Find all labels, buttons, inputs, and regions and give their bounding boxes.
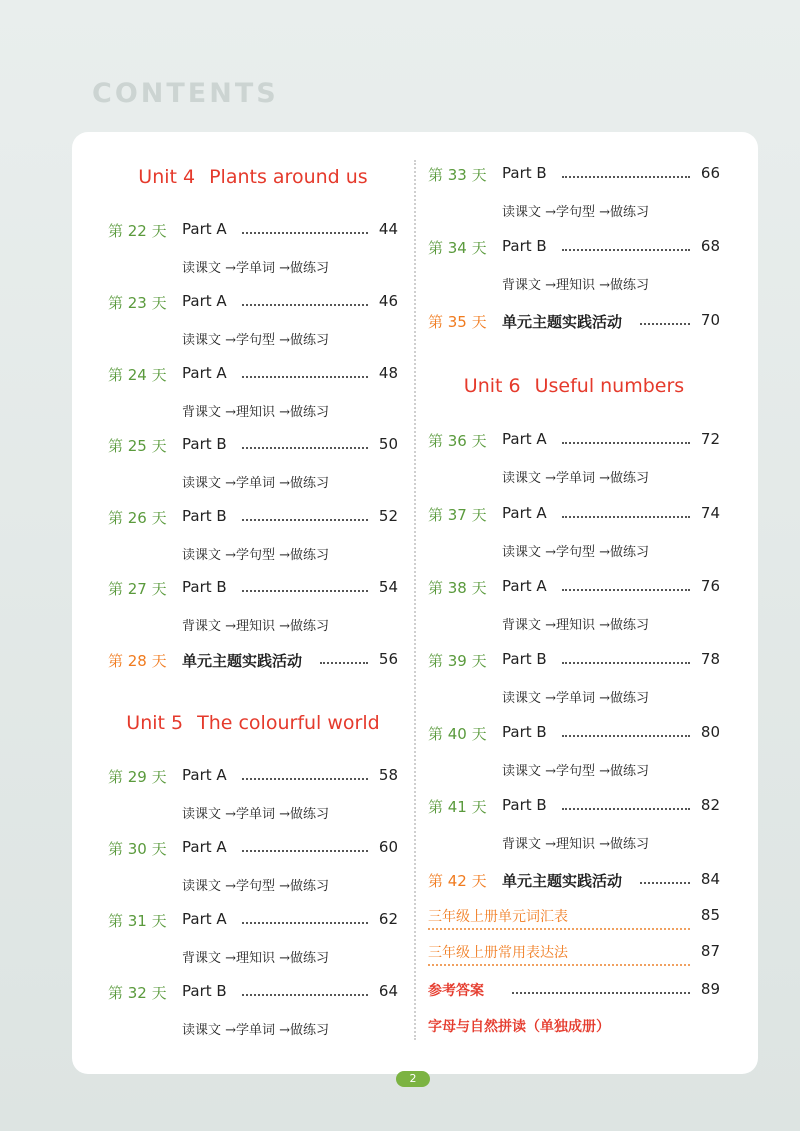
unit-name: The colourful world bbox=[197, 712, 380, 734]
dot-leader bbox=[242, 376, 368, 378]
unit-6-title bbox=[428, 375, 720, 397]
dot-leader bbox=[562, 808, 690, 810]
day-label: 第 40 天 bbox=[428, 725, 487, 743]
toc-entry-day-34[interactable] bbox=[428, 237, 720, 265]
dot-leader bbox=[242, 519, 368, 521]
dot-leader bbox=[242, 232, 368, 234]
unit-number: Unit 6 bbox=[463, 375, 521, 397]
page-number: 89 bbox=[700, 980, 720, 998]
page-number-badge: 2 bbox=[396, 1071, 430, 1087]
study-steps: 背课文 →理知识 →做练习 bbox=[182, 951, 330, 966]
part-label: Part A bbox=[182, 766, 227, 784]
dot-leader bbox=[640, 323, 690, 325]
page-number: 46 bbox=[378, 292, 398, 310]
day-label: 第 32 天 bbox=[108, 984, 167, 1002]
dot-leader bbox=[562, 442, 690, 444]
day-label: 第 42 天 bbox=[428, 872, 487, 890]
part-label: Part B bbox=[502, 237, 547, 255]
dot-leader bbox=[242, 447, 368, 449]
part-label: Part B bbox=[502, 164, 547, 182]
study-steps: 读课文 →学句型 →做练习 bbox=[502, 205, 650, 220]
day-label: 第 39 天 bbox=[428, 652, 487, 670]
extra-label: 字母与自然拼读（单独成册） bbox=[428, 1019, 610, 1035]
day-label: 第 33 天 bbox=[428, 166, 487, 184]
study-steps: 读课文 →学单词 →做练习 bbox=[502, 471, 650, 486]
dot-leader bbox=[242, 778, 368, 780]
toc-entry-day-35[interactable] bbox=[428, 311, 720, 339]
study-steps: 读课文 →学句型 →做练习 bbox=[182, 879, 330, 894]
toc-entry-answer-key[interactable] bbox=[428, 980, 720, 1008]
study-steps: 读课文 →学句型 →做练习 bbox=[182, 548, 330, 563]
dot-leader bbox=[242, 850, 368, 852]
unit-number: Unit 4 bbox=[138, 166, 196, 188]
page-number: 60 bbox=[378, 838, 398, 856]
toc-entry-day-30[interactable] bbox=[108, 838, 398, 866]
part-label: Part A bbox=[502, 504, 547, 522]
page-number: 70 bbox=[700, 311, 720, 329]
study-steps: 背课文 →理知识 →做练习 bbox=[502, 278, 650, 293]
page-number: 85 bbox=[700, 906, 720, 924]
toc-entry-day-40[interactable] bbox=[428, 723, 720, 751]
day-label: 第 31 天 bbox=[108, 912, 167, 930]
dot-leader bbox=[562, 735, 690, 737]
toc-entry-vocabulary-list[interactable] bbox=[428, 906, 720, 934]
page-number: 80 bbox=[700, 723, 720, 741]
dot-leader bbox=[242, 590, 368, 592]
day-label: 第 28 天 bbox=[108, 652, 167, 670]
study-steps: 读课文 →学单词 →做练习 bbox=[502, 691, 650, 706]
part-label: Part B bbox=[502, 650, 547, 668]
day-label: 第 27 天 bbox=[108, 580, 167, 598]
unit-4-title bbox=[108, 166, 398, 188]
toc-entry-day-28[interactable] bbox=[108, 650, 398, 678]
dot-leader bbox=[562, 589, 690, 591]
page-number: 48 bbox=[378, 364, 398, 382]
part-label: Part A bbox=[182, 910, 227, 928]
unit-name: Plants around us bbox=[209, 166, 368, 188]
study-steps: 读课文 →学句型 →做练习 bbox=[182, 333, 330, 348]
study-steps: 读课文 →学句型 →做练习 bbox=[502, 545, 650, 560]
dot-leader bbox=[242, 304, 368, 306]
part-label: Part A bbox=[502, 430, 547, 448]
day-label: 第 30 天 bbox=[108, 840, 167, 858]
page-number: 82 bbox=[700, 796, 720, 814]
part-label: Part B bbox=[502, 723, 547, 741]
part-label: Part B bbox=[182, 578, 227, 596]
dot-leader bbox=[562, 176, 690, 178]
toc-entry-day-42[interactable] bbox=[428, 870, 720, 898]
part-label: Part A bbox=[182, 220, 227, 238]
day-label: 第 29 天 bbox=[108, 768, 167, 786]
toc-entry-day-22[interactable] bbox=[108, 220, 398, 248]
page-number: 52 bbox=[378, 507, 398, 525]
toc-entry-day-26[interactable] bbox=[108, 507, 398, 535]
dot-leader bbox=[640, 882, 690, 884]
day-label: 第 24 天 bbox=[108, 366, 167, 384]
toc-entry-phonics-booklet[interactable] bbox=[428, 1016, 720, 1044]
page-number: 76 bbox=[700, 577, 720, 595]
underline-dots bbox=[428, 928, 690, 930]
toc-entry-day-38[interactable] bbox=[428, 577, 720, 605]
study-steps: 读课文 →学单词 →做练习 bbox=[182, 1023, 330, 1038]
underline-dots bbox=[428, 964, 690, 966]
part-label: Part A bbox=[502, 577, 547, 595]
toc-entry-day-31[interactable] bbox=[108, 910, 398, 938]
study-steps: 背课文 →理知识 →做练习 bbox=[182, 405, 330, 420]
dot-leader bbox=[562, 249, 690, 251]
day-label: 第 34 天 bbox=[428, 239, 487, 257]
dot-leader bbox=[562, 662, 690, 664]
column-divider bbox=[414, 160, 416, 1040]
study-steps: 读课文 →学句型 →做练习 bbox=[502, 764, 650, 779]
study-steps: 背课文 →理知识 →做练习 bbox=[502, 837, 650, 852]
extra-label: 三年级上册单元词汇表 bbox=[428, 909, 568, 925]
day-label: 第 35 天 bbox=[428, 313, 487, 331]
part-label: 单元主题实践活动 bbox=[502, 872, 623, 890]
part-label: Part A bbox=[182, 292, 227, 310]
page-number: 74 bbox=[700, 504, 720, 522]
toc-entry-day-25[interactable] bbox=[108, 435, 398, 463]
page-number: 56 bbox=[378, 650, 398, 668]
part-label: 单元主题实践活动 bbox=[502, 313, 623, 331]
day-label: 第 23 天 bbox=[108, 294, 167, 312]
page-number: 54 bbox=[378, 578, 398, 596]
page-number: 62 bbox=[378, 910, 398, 928]
page-number: 87 bbox=[700, 942, 720, 960]
unit-5-title bbox=[108, 712, 398, 734]
part-label: 单元主题实践活动 bbox=[182, 652, 303, 670]
study-steps: 背课文 →理知识 →做练习 bbox=[182, 619, 330, 634]
study-steps: 读课文 →学单词 →做练习 bbox=[182, 261, 330, 276]
part-label: Part A bbox=[182, 364, 227, 382]
page-number: 66 bbox=[700, 164, 720, 182]
toc-entry-day-39[interactable] bbox=[428, 650, 720, 678]
part-label: Part B bbox=[182, 982, 227, 1000]
toc-entry-day-23[interactable] bbox=[108, 292, 398, 320]
toc-entry-day-36[interactable] bbox=[428, 430, 720, 458]
day-label: 第 36 天 bbox=[428, 432, 487, 450]
unit-name: Useful numbers bbox=[534, 375, 685, 397]
toc-entry-day-33[interactable] bbox=[428, 164, 720, 192]
study-steps: 背课文 →理知识 →做练习 bbox=[502, 618, 650, 633]
toc-entry-day-32[interactable] bbox=[108, 982, 398, 1010]
toc-entry-day-41[interactable] bbox=[428, 796, 720, 824]
day-label: 第 26 天 bbox=[108, 509, 167, 527]
study-steps: 读课文 →学单词 →做练习 bbox=[182, 476, 330, 491]
day-label: 第 25 天 bbox=[108, 437, 167, 455]
page-number: 50 bbox=[378, 435, 398, 453]
dot-leader bbox=[242, 994, 368, 996]
day-label: 第 22 天 bbox=[108, 222, 167, 240]
contents-heading: CONTENTS bbox=[92, 78, 279, 109]
extra-label: 参考答案 bbox=[428, 983, 484, 999]
part-label: Part B bbox=[182, 507, 227, 525]
toc-entry-day-27[interactable] bbox=[108, 578, 398, 606]
toc-entry-day-29[interactable] bbox=[108, 766, 398, 794]
page-number: 84 bbox=[700, 870, 720, 888]
page-number: 68 bbox=[700, 237, 720, 255]
extra-label: 三年级上册常用表达法 bbox=[428, 945, 568, 961]
part-label: Part A bbox=[182, 838, 227, 856]
day-label: 第 41 天 bbox=[428, 798, 487, 816]
unit-number: Unit 5 bbox=[126, 712, 184, 734]
part-label: Part B bbox=[502, 796, 547, 814]
toc-entry-day-24[interactable] bbox=[108, 364, 398, 392]
page-number: 78 bbox=[700, 650, 720, 668]
part-label: Part B bbox=[182, 435, 227, 453]
day-label: 第 37 天 bbox=[428, 506, 487, 524]
day-label: 第 38 天 bbox=[428, 579, 487, 597]
dot-leader bbox=[512, 992, 690, 994]
dot-leader bbox=[242, 922, 368, 924]
page-number: 58 bbox=[378, 766, 398, 784]
toc-entry-common-expressions[interactable] bbox=[428, 942, 720, 970]
dot-leader bbox=[562, 516, 690, 518]
page-number: 64 bbox=[378, 982, 398, 1000]
page-number: 44 bbox=[378, 220, 398, 238]
page-number: 72 bbox=[700, 430, 720, 448]
toc-entry-day-37[interactable] bbox=[428, 504, 720, 532]
study-steps: 读课文 →学单词 →做练习 bbox=[182, 807, 330, 822]
dot-leader bbox=[320, 662, 368, 664]
